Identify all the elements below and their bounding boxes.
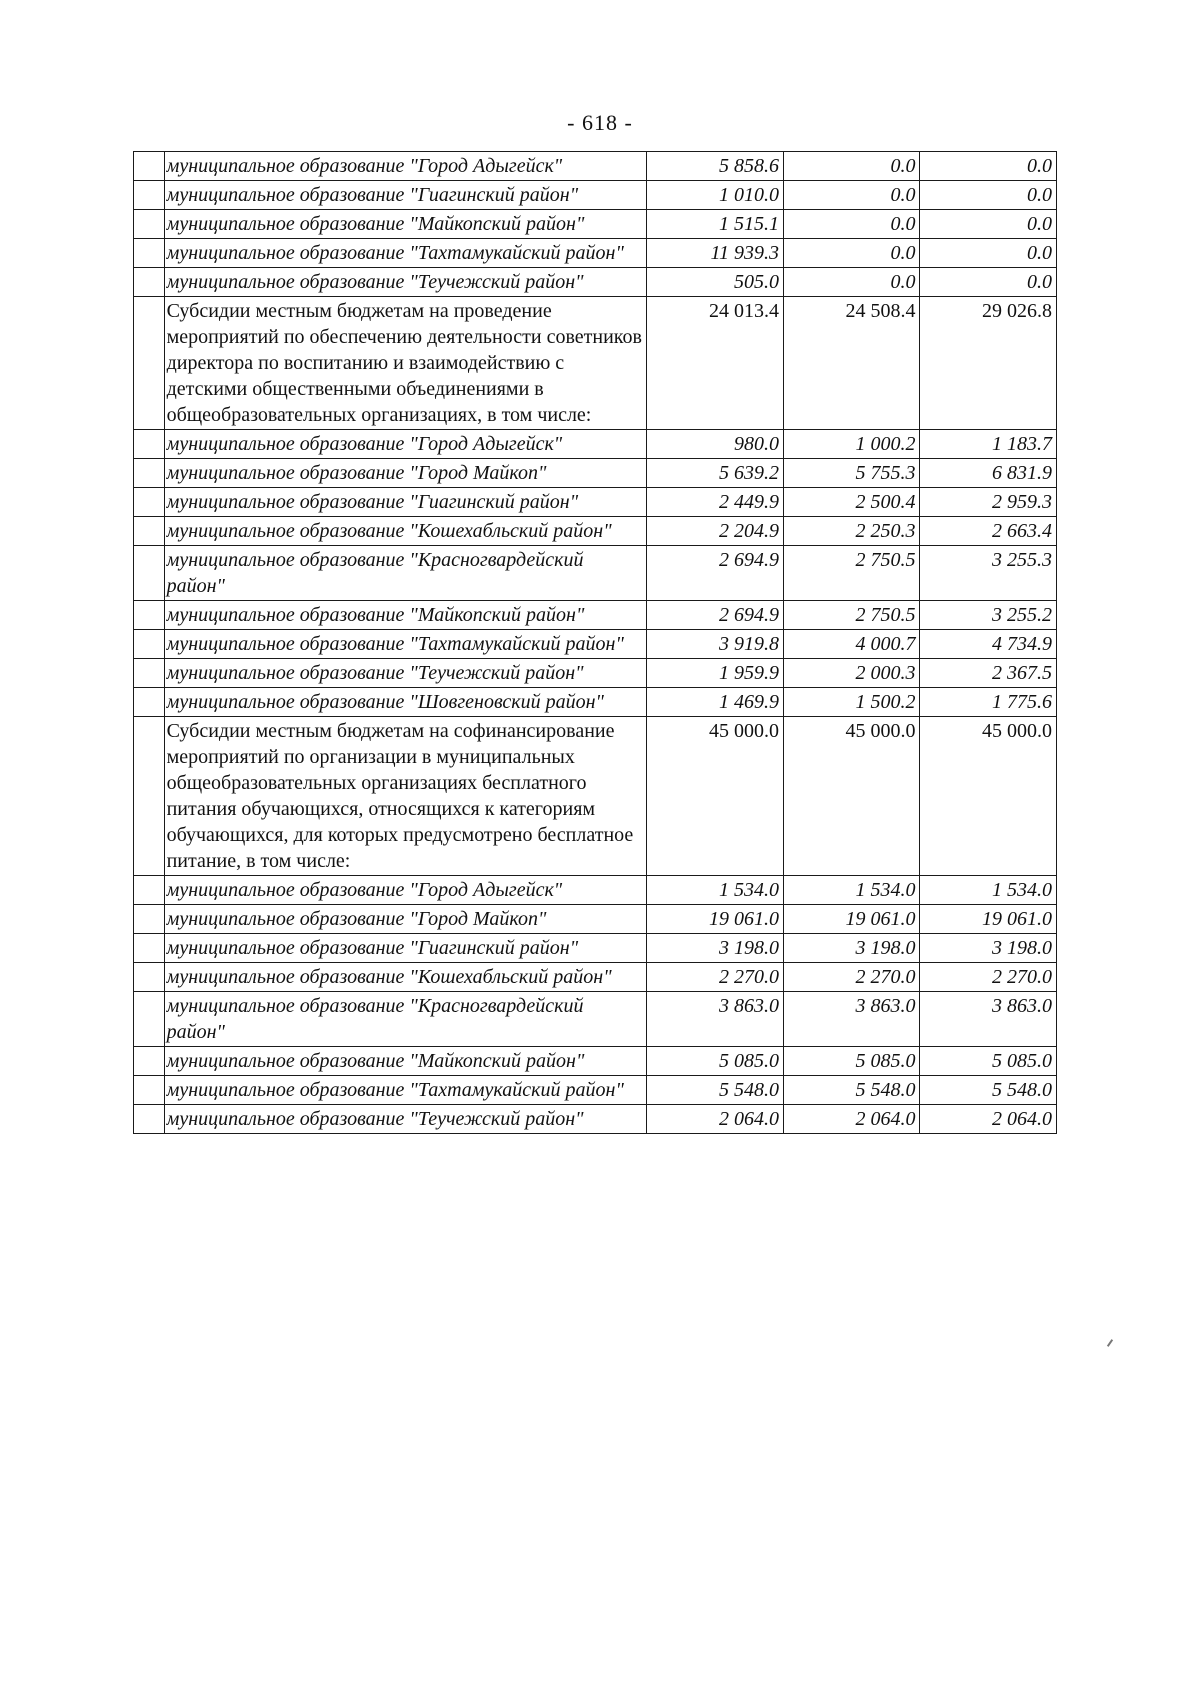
row-index-cell <box>134 488 165 517</box>
municipality-name: муниципальное образование "Майкопский район" <box>164 1047 647 1076</box>
amount-year-2: 2 750.5 <box>783 546 920 601</box>
municipality-name: муниципальное образование "Город Адыгейск" <box>164 876 647 905</box>
row-index-cell <box>134 152 165 181</box>
municipality-name: муниципальное образование "Тахтамукайский район" <box>164 1076 647 1105</box>
municipality-row <box>134 210 1057 239</box>
municipality-name: муниципальное образование "Город Адыгейск" <box>164 152 647 181</box>
amount-year-3: 3 255.3 <box>920 546 1057 601</box>
row-index-cell <box>134 601 165 630</box>
amount-year-3: 0.0 <box>920 181 1057 210</box>
municipality-row <box>134 181 1057 210</box>
amount-year-3: 3 863.0 <box>920 992 1057 1047</box>
municipality-row <box>134 601 1057 630</box>
amount-year-1: 3 919.8 <box>647 630 784 659</box>
amount-year-1: 1 534.0 <box>647 876 784 905</box>
municipality-row <box>134 1105 1057 1134</box>
amount-year-1: 1 515.1 <box>647 210 784 239</box>
municipality-name: муниципальное образование "Теучежский район" <box>164 268 647 297</box>
amount-year-1: 24 013.4 <box>647 297 784 430</box>
municipality-name: муниципальное образование "Майкопский район" <box>164 601 647 630</box>
amount-year-3: 5 548.0 <box>920 1076 1057 1105</box>
amount-year-2: 24 508.4 <box>783 297 920 430</box>
municipality-row <box>134 905 1057 934</box>
amount-year-1: 1 959.9 <box>647 659 784 688</box>
subsidy-header-row <box>134 717 1057 876</box>
page-number: - 618 - <box>567 110 633 135</box>
row-index-cell <box>134 517 165 546</box>
amount-year-2: 19 061.0 <box>783 905 920 934</box>
amount-year-1: 2 270.0 <box>647 963 784 992</box>
amount-year-1: 1 469.9 <box>647 688 784 717</box>
amount-year-1: 19 061.0 <box>647 905 784 934</box>
row-index-cell <box>134 181 165 210</box>
amount-year-3: 2 663.4 <box>920 517 1057 546</box>
municipality-name: муниципальное образование "Гиагинский район" <box>164 488 647 517</box>
municipality-row <box>134 1076 1057 1105</box>
budget-table <box>133 151 1057 1134</box>
amount-year-3: 5 085.0 <box>920 1047 1057 1076</box>
amount-year-2: 5 548.0 <box>783 1076 920 1105</box>
amount-year-1: 3 198.0 <box>647 934 784 963</box>
municipality-row <box>134 430 1057 459</box>
amount-year-2: 2 250.3 <box>783 517 920 546</box>
municipality-row <box>134 992 1057 1047</box>
budget-table-body <box>134 152 1057 1134</box>
municipality-row <box>134 876 1057 905</box>
municipality-name: муниципальное образование "Тахтамукайский район" <box>164 630 647 659</box>
row-index-cell <box>134 688 165 717</box>
amount-year-2: 4 000.7 <box>783 630 920 659</box>
row-index-cell <box>134 546 165 601</box>
amount-year-1: 505.0 <box>647 268 784 297</box>
amount-year-1: 5 858.6 <box>647 152 784 181</box>
amount-year-3: 0.0 <box>920 210 1057 239</box>
amount-year-3: 4 734.9 <box>920 630 1057 659</box>
row-index-cell <box>134 239 165 268</box>
municipality-name: муниципальное образование "Теучежский район" <box>164 1105 647 1134</box>
municipality-row <box>134 152 1057 181</box>
row-index-cell <box>134 430 165 459</box>
amount-year-2: 0.0 <box>783 152 920 181</box>
amount-year-2: 5 755.3 <box>783 459 920 488</box>
amount-year-1: 45 000.0 <box>647 717 784 876</box>
row-index-cell <box>134 1076 165 1105</box>
municipality-name: муниципальное образование "Гиагинский район" <box>164 934 647 963</box>
amount-year-2: 2 270.0 <box>783 963 920 992</box>
amount-year-1: 5 548.0 <box>647 1076 784 1105</box>
row-index-cell <box>134 717 165 876</box>
municipality-row <box>134 459 1057 488</box>
amount-year-1: 2 064.0 <box>647 1105 784 1134</box>
amount-year-1: 11 939.3 <box>647 239 784 268</box>
row-index-cell <box>134 934 165 963</box>
amount-year-3: 1 775.6 <box>920 688 1057 717</box>
municipality-name: муниципальное образование "Гиагинский район" <box>164 181 647 210</box>
amount-year-1: 2 694.9 <box>647 546 784 601</box>
amount-year-2: 2 750.5 <box>783 601 920 630</box>
amount-year-1: 1 010.0 <box>647 181 784 210</box>
row-index-cell <box>134 297 165 430</box>
row-index-cell <box>134 659 165 688</box>
amount-year-3: 2 959.3 <box>920 488 1057 517</box>
municipality-name: муниципальное образование "Город Майкоп" <box>164 905 647 934</box>
amount-year-1: 5 085.0 <box>647 1047 784 1076</box>
amount-year-3: 2 367.5 <box>920 659 1057 688</box>
municipality-row <box>134 630 1057 659</box>
municipality-row <box>134 546 1057 601</box>
amount-year-2: 2 064.0 <box>783 1105 920 1134</box>
municipality-name: муниципальное образование "Майкопский район" <box>164 210 647 239</box>
municipality-row <box>134 488 1057 517</box>
municipality-row <box>134 963 1057 992</box>
row-index-cell <box>134 905 165 934</box>
amount-year-3: 2 270.0 <box>920 963 1057 992</box>
municipality-name: муниципальное образование "Кошехабльский район" <box>164 517 647 546</box>
amount-year-3: 2 064.0 <box>920 1105 1057 1134</box>
municipality-row <box>134 688 1057 717</box>
amount-year-2: 45 000.0 <box>783 717 920 876</box>
amount-year-3: 6 831.9 <box>920 459 1057 488</box>
amount-year-1: 2 449.9 <box>647 488 784 517</box>
amount-year-2: 0.0 <box>783 268 920 297</box>
amount-year-1: 2 694.9 <box>647 601 784 630</box>
amount-year-3: 0.0 <box>920 152 1057 181</box>
amount-year-2: 2 500.4 <box>783 488 920 517</box>
amount-year-3: 3 255.2 <box>920 601 1057 630</box>
municipality-row <box>134 517 1057 546</box>
municipality-row <box>134 1047 1057 1076</box>
municipality-row <box>134 268 1057 297</box>
municipality-name: муниципальное образование "Шовгеновский район" <box>164 688 647 717</box>
row-index-cell <box>134 1105 165 1134</box>
row-index-cell <box>134 268 165 297</box>
municipality-name: муниципальное образование "Теучежский район" <box>164 659 647 688</box>
amount-year-2: 5 085.0 <box>783 1047 920 1076</box>
municipality-row <box>134 659 1057 688</box>
row-index-cell <box>134 1047 165 1076</box>
municipality-name: муниципальное образование "Красногвардейский район" <box>164 992 647 1047</box>
amount-year-2: 1 000.2 <box>783 430 920 459</box>
municipality-name: муниципальное образование "Тахтамукайский район" <box>164 239 647 268</box>
municipality-name: муниципальное образование "Город Адыгейск" <box>164 430 647 459</box>
scan-mark <box>1107 1339 1113 1347</box>
amount-year-2: 3 863.0 <box>783 992 920 1047</box>
municipality-name: муниципальное образование "Кошехабльский район" <box>164 963 647 992</box>
row-index-cell <box>134 459 165 488</box>
amount-year-3: 29 026.8 <box>920 297 1057 430</box>
municipality-name: муниципальное образование "Красногвардейский район" <box>164 546 647 601</box>
municipality-name: муниципальное образование "Город Майкоп" <box>164 459 647 488</box>
row-index-cell <box>134 963 165 992</box>
amount-year-2: 2 000.3 <box>783 659 920 688</box>
subsidy-description: Субсидии местным бюджетам на проведение мероприятий по обеспечению деятельности советников директора по воспитанию и взаимодействию с детскими общественными объединениями в общеобразовательных организациях, в том числе: <box>164 297 647 430</box>
amount-year-3: 19 061.0 <box>920 905 1057 934</box>
row-index-cell <box>134 992 165 1047</box>
amount-year-2: 0.0 <box>783 210 920 239</box>
subsidy-header-row <box>134 297 1057 430</box>
amount-year-3: 0.0 <box>920 239 1057 268</box>
amount-year-3: 45 000.0 <box>920 717 1057 876</box>
row-index-cell <box>134 876 165 905</box>
amount-year-3: 1 183.7 <box>920 430 1057 459</box>
municipality-row <box>134 934 1057 963</box>
amount-year-2: 0.0 <box>783 181 920 210</box>
amount-year-3: 3 198.0 <box>920 934 1057 963</box>
amount-year-2: 1 500.2 <box>783 688 920 717</box>
row-index-cell <box>134 630 165 659</box>
amount-year-2: 0.0 <box>783 239 920 268</box>
subsidy-description: Субсидии местным бюджетам на софинансирование мероприятий по организации в муниципальных общеобразовательных организациях бесплатного питания обучающихся, относящихся к категориям обучающихся, для которых предусмотрено бесплатное питание, в том числе: <box>164 717 647 876</box>
amount-year-3: 0.0 <box>920 268 1057 297</box>
municipality-row <box>134 239 1057 268</box>
amount-year-1: 980.0 <box>647 430 784 459</box>
amount-year-1: 5 639.2 <box>647 459 784 488</box>
amount-year-1: 3 863.0 <box>647 992 784 1047</box>
row-index-cell <box>134 210 165 239</box>
amount-year-3: 1 534.0 <box>920 876 1057 905</box>
amount-year-2: 3 198.0 <box>783 934 920 963</box>
amount-year-2: 1 534.0 <box>783 876 920 905</box>
amount-year-1: 2 204.9 <box>647 517 784 546</box>
